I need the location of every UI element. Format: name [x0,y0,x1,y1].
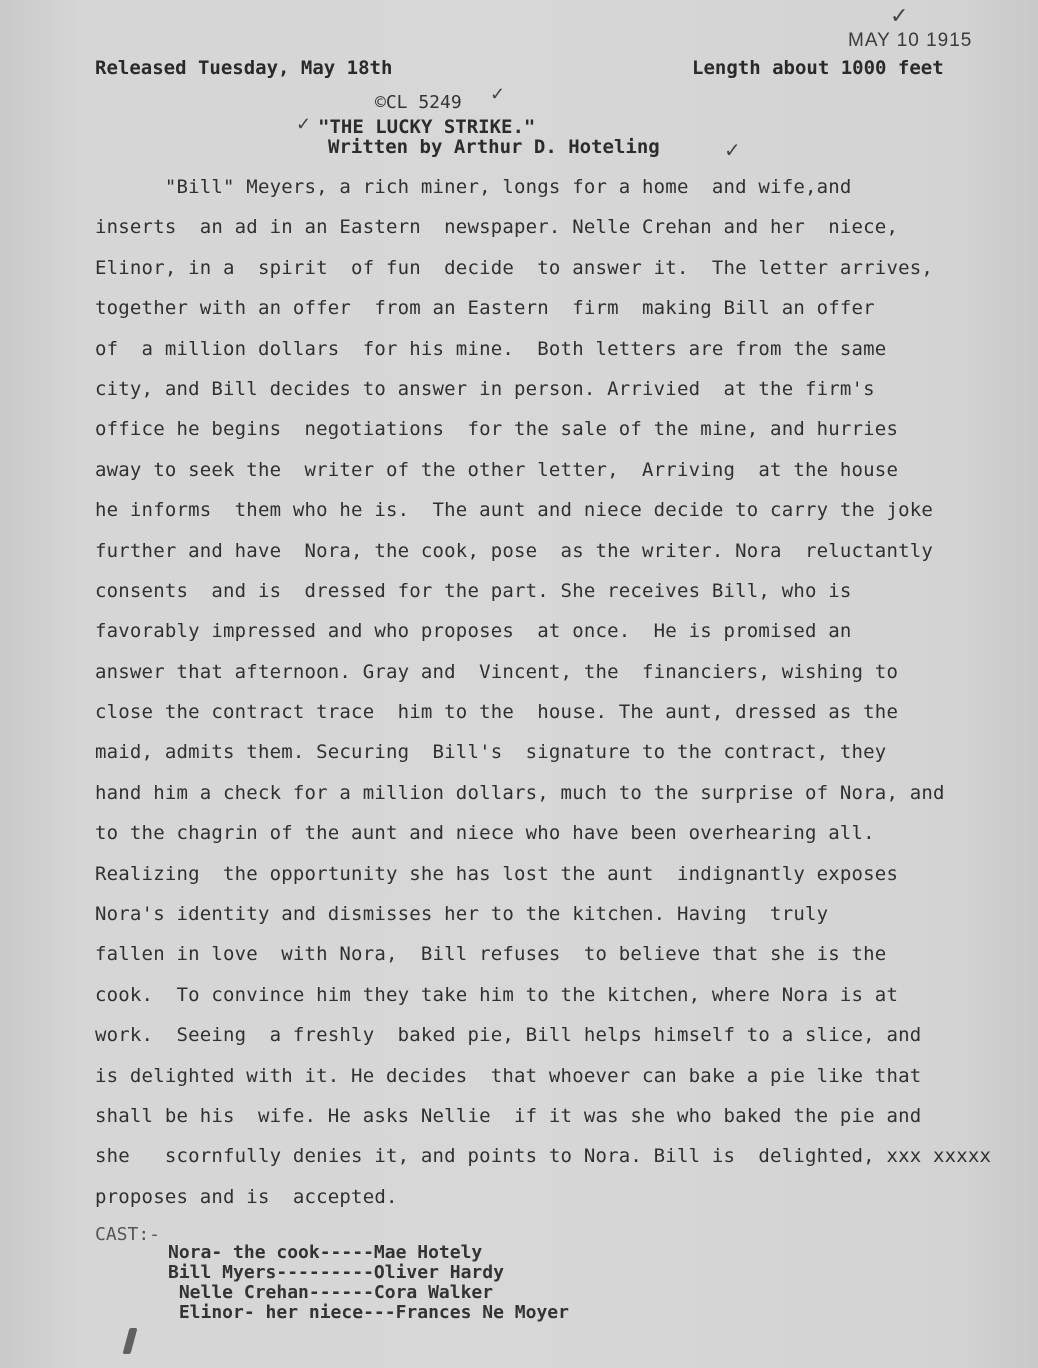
synopsis-line: Realizing the opportunity she has lost the aunt indignantly exposes [95,862,899,885]
synopsis [95,173,995,1223]
synopsis-line: answer that afternoon. Gray and Vincent, the financiers, wishing to [95,660,899,683]
synopsis-line: away to seek the writer of the other letter, Arriving at the house [95,458,899,481]
synopsis-line: office he begins negotiations for the sale of the mine, and hurries [95,418,899,441]
synopsis-line: city, and Bill decides to answer in person. Arrivied at the firm's [95,377,875,400]
film-length: Length about 1000 feet [692,57,944,79]
cast-entry: Nelle Crehan------Cora Walker [168,1282,494,1303]
cast-label: CAST:- [95,1224,161,1245]
synopsis-line: she scornfully denies it, and points to Nora. Bill is delighted, xxx xxxxx [95,1145,992,1168]
synopsis-line: he informs them who he is. The aunt and niece decide to carry the joke [95,499,934,522]
synopsis-line: Elinor, in a spirit of fun decide to answer it. The letter arrives, [95,256,934,279]
check-mark-icon: ✓ [490,84,506,105]
synopsis-line: maid, admits them. Securing Bill's signature to the contract, they [95,741,887,764]
synopsis-line: to the chagrin of the aunt and niece who have been overhearing all. [95,822,875,845]
synopsis-line: is delighted with it. He decides that whoever can bake a pie like that [95,1064,922,1087]
synopsis-line: work. Seeing a freshly baked pie, Bill helps himself to a slice, and [95,1024,922,1047]
film-title: "THE LUCKY STRIKE." [318,116,536,138]
synopsis-line: inserts an ad in an Eastern newspaper. Nelle Crehan and her niece, [95,216,899,239]
synopsis-line: fallen in love with Nora, Bill refuses to believe that she is the [95,943,887,966]
check-mark-icon: ✓ [890,4,909,29]
synopsis-line: proposes and is accepted. [95,1185,398,1208]
synopsis-line: further and have Nora, the cook, pose as the writer. Nora reluctantly [95,539,934,562]
synopsis-line: cook. To convince him they take him to the kitchen, where Nora is at [95,983,899,1006]
synopsis-line: close the contract trace him to the house. The aunt, dressed as the [95,701,899,724]
synopsis-line: shall be his wife. He asks Nellie if it was she who baked the pie and [95,1104,922,1127]
cast-list [168,1243,569,1323]
synopsis-line: favorably impressed and who proposes at once. He is promised an [95,620,852,643]
cast-entry: Bill Myers---------Oliver Hardy [168,1262,504,1283]
synopsis-line: "Bill" Meyers, a rich miner, longs for a home and wife,and [95,176,852,198]
synopsis-line: consents and is dressed for the part. She receives Bill, who is [95,579,852,602]
synopsis-line: hand him a check for a million dollars, much to the surprise of Nora, and [95,781,945,804]
date-stamp: MAY 10 1915 [848,30,973,51]
synopsis-line: of a million dollars for his mine. Both letters are from the same [95,337,887,360]
synopsis-line: Nora's identity and dismisses her to the kitchen. Having truly [95,903,829,926]
cast-entry: Elinor- her niece---Frances Ne Moyer [168,1302,569,1323]
author-credit: Written by Arthur D. Hoteling [328,136,660,158]
margin-mark [123,1328,138,1354]
synopsis-line: together with an offer from an Eastern firm making Bill an offer [95,297,875,320]
copyright-registration: ©CL 5249 [375,92,462,113]
cast-entry: Nora- the cook-----Mae Hotely [168,1242,483,1263]
release-date: Released Tuesday, May 18th [95,57,393,79]
check-mark-icon: ✓ [724,138,741,162]
check-mark-icon: ✓ [296,114,312,135]
